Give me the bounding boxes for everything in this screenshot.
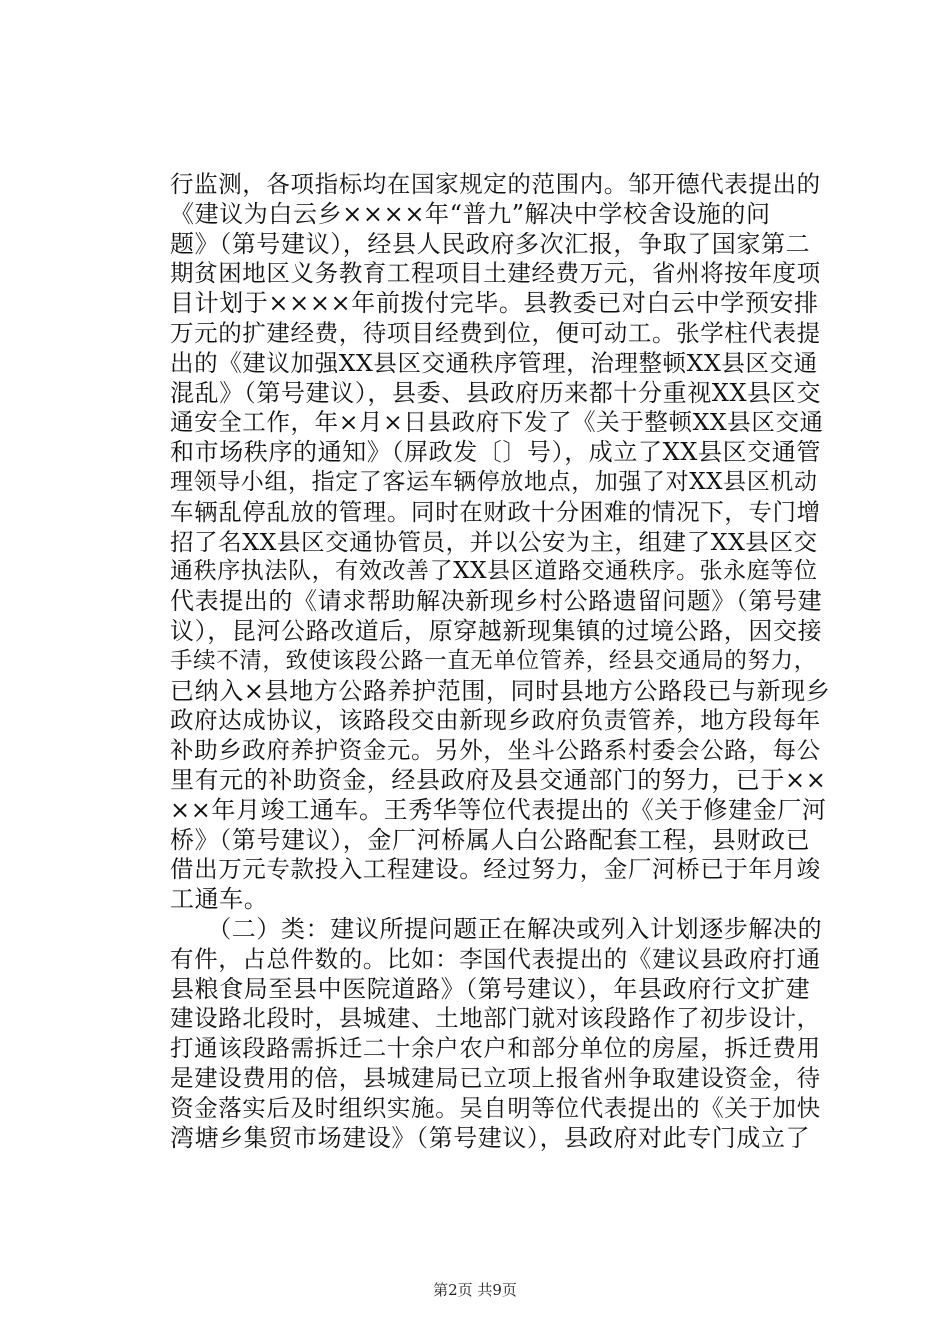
text-line: 桥》（第号建议），金厂河桥属人白公路配套工程，县财政已: [170, 825, 811, 854]
text-line: 《建议为白云乡××××年“普九”解决中学校舍设施的问: [170, 199, 771, 228]
text-line: 已纳入×县地方公路养护范围，同时县地方公路段已与新现乡: [170, 676, 831, 705]
text-line: 手续不清，致使该段公路一直无单位管养，经县交通局的努力，: [170, 647, 817, 674]
text-line: 代表提出的《请求帮助解决新现乡村公路遗留问题》（第号建: [170, 587, 823, 616]
text-line: 政府达成协议，该路段交由新现乡政府负责管养，地方段每年: [170, 706, 821, 735]
text-line: 资金落实后及时组织实施。吴自明等位代表提出的《关于加快: [170, 1093, 821, 1122]
text-line: 有件，占总件数的。比如：李国代表提出的《建议县政府打通: [170, 944, 821, 973]
text-line: 借出万元专款投入工程建设。经过努力，金厂河桥已于年月竣: [170, 855, 821, 884]
text-line: 行监测，各项指标均在国家规定的范围内。邹开德代表提出的: [170, 170, 821, 198]
text-line: 建设路北段时，县城建、土地部门就对该段路作了初步设计，: [170, 1004, 821, 1033]
text-line: 期贫困地区义务教育工程项目土建经费万元，省州将按年度项: [170, 259, 821, 288]
text-line: 工通车。: [170, 885, 269, 914]
text-line: 是建设费用的倍，县城建局已立项上报省州争取建设资金，待: [170, 1063, 821, 1092]
text-line: 里有元的补助资金，经县政府及县交通部门的努力，已于××: [170, 765, 827, 794]
text-line: 题》（第号建议），经县人民政府多次汇报，争取了国家第二: [170, 229, 811, 258]
text-line: 县粮食局至县中医院道路》（第号建议），年县政府行文扩建: [170, 974, 811, 1003]
text-line: 理领导小组，指定了客运车辆停放地点，加强了对XX县区机动: [170, 468, 818, 495]
text-line: 车辆乱停乱放的管理。同时在财政十分困难的情况下，专门增: [170, 497, 821, 526]
text-line: 通秩序执法队，有效改善了XX县区道路交通秩序。张永庭等位: [170, 558, 818, 585]
text-line: 议），昆河公路改道后，原穿越新现集镇的过境公路，因交接: [170, 616, 823, 645]
text-line: ××年月竣工通车。王秀华等位代表提出的《关于修建金厂河: [170, 795, 827, 824]
text-line: （二）类：建议所提问题正在解决或列入计划逐步解决的: [170, 914, 823, 943]
text-line: 出的《建议加强XX县区交通秩序管理，治理整顿XX县区交通: [170, 348, 818, 377]
text-line: 打通该段路需拆迁二十余户农户和部分单位的房屋，拆迁费用: [170, 1034, 821, 1063]
text-line: 通安全工作，年×月×日县政府下发了《关于整顿XX县区交通: [170, 408, 824, 437]
text-line: 湾塘乡集贸市场建设》（第号建议），县政府对此专门成立了: [170, 1123, 811, 1152]
body-text: [170, 170, 831, 1153]
text-line: 和市场秩序的通知》（屏政发〔〕号），成立了XX县区交通管: [170, 438, 821, 467]
text-line: 招了名XX县区交通协管员，并以公安为主，组建了XX县区交: [170, 527, 818, 556]
text-line: 万元的扩建经费，待项目经费到位，便可动工。张学柱代表提: [170, 318, 821, 347]
page-number: 第2页 共9页: [433, 1281, 517, 1299]
text-line: 混乱》（第号建议），县委、县政府历来都十分重视XX县区交: [170, 378, 821, 407]
text-line: 目计划于××××年前拨付完毕。县教委已对白云中学预安排: [170, 289, 819, 318]
text-line: 补助乡政府养护资金元。另外，坐斗公路系村委会公路，每公: [170, 736, 821, 765]
